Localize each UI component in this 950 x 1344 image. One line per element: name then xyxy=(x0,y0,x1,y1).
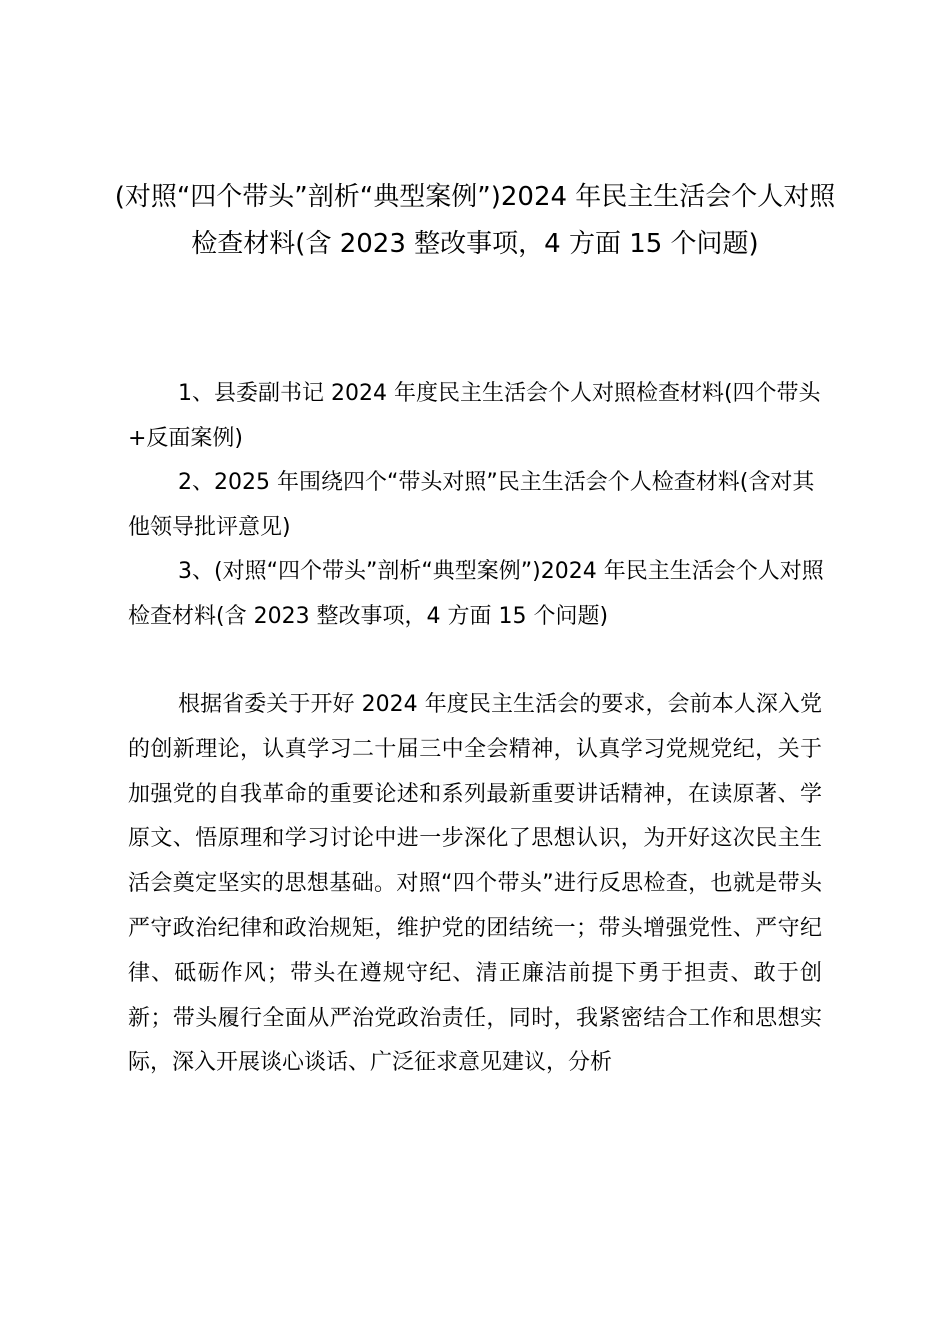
document-title: (对照“四个带头”剖析“典型案例”)2024 年民主生活会个人对照检查材料(含 2023 整改事项，4 方面 15 个问题) xyxy=(114,182,836,259)
list-item: 1、县委副书记 2024 年度民主生活会个人对照检查材料(四个带头+反面案例) xyxy=(128,381,821,451)
material-list xyxy=(128,372,828,639)
list-item: 3、(对照“四个带头”剖析“典型案例”)2024 年民主生活会个人对照检查材料(含 2023 整改事项，4 方面 15 个问题) xyxy=(128,559,824,629)
body-paragraph: 根据省委关于开好 2024 年度民主生活会的要求，会前本人深入党的创新理论，认真学习二十届三中全会精神，认真学习党规党纪，关于加强党的自我革命的重要论述和系列最新重要讲话精神，在读原著、学原文、悟原理和学习讨论中进一步深化了思想认识，为开好这次民主生活会奠定坚实的思想基础。对照“四个带头”进行反思检查，也就是带头严守政治纪律和政治规矩，维护党的团结统一；带头增强党性、严守纪律、砥砺作风；带头在遵规守纪、清正廉洁前提下勇于担责、敢于创新；带头履行全面从严治党政治责任，同时，我紧密结合工作和思想实际，深入开展谈心谈话、广泛征求意见建议，分析 xyxy=(128,692,822,1076)
list-item: 2、2025 年围绕四个“带头对照”民主生活会个人检查材料(含对其他领导批评意见) xyxy=(128,470,815,540)
